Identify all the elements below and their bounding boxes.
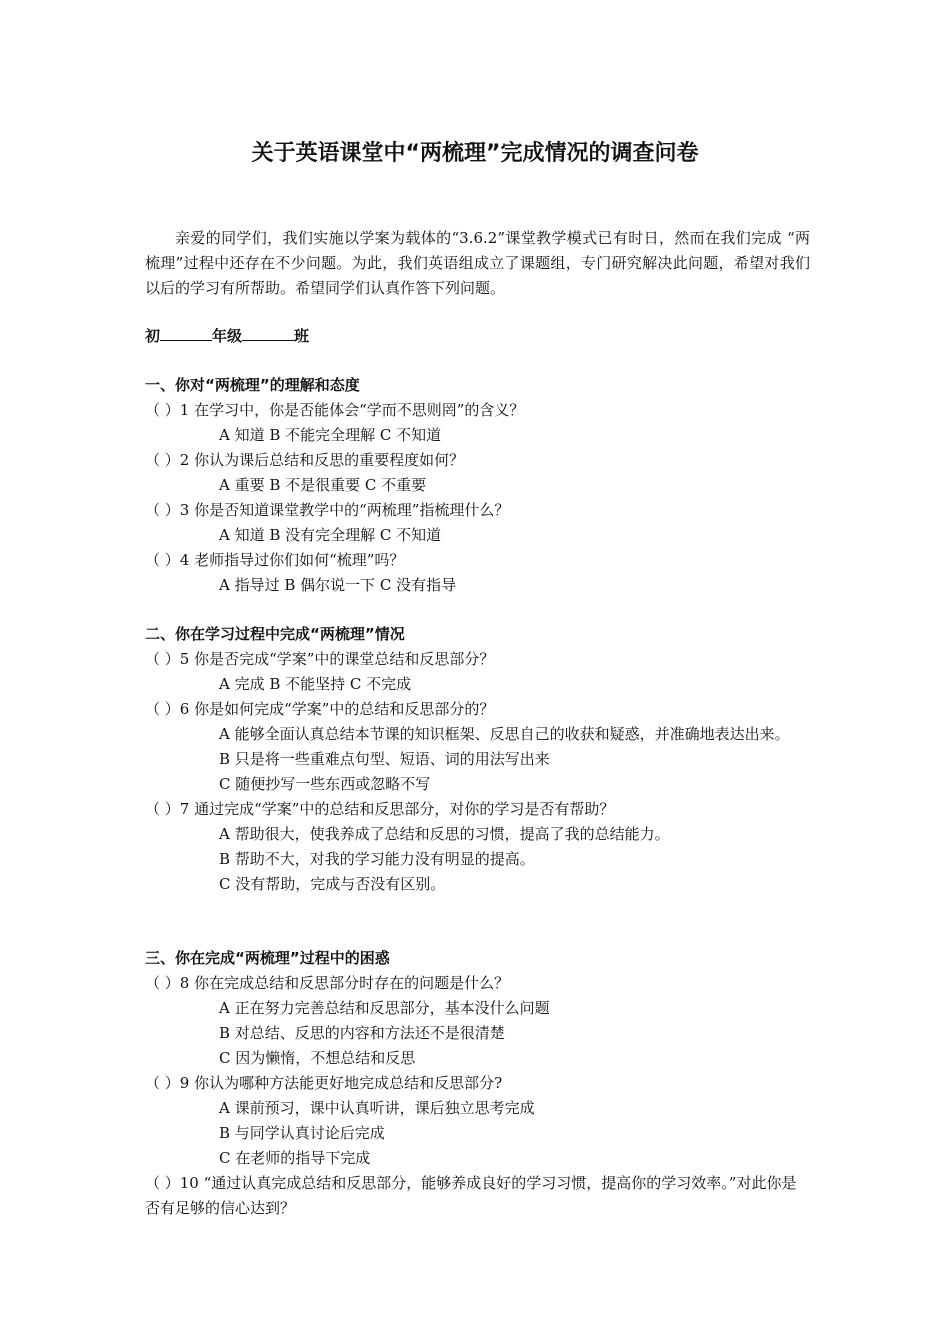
question-3-options: A 知道 B 没有完全理解 C 不知道 xyxy=(219,526,442,544)
class-label: 班 xyxy=(294,327,310,345)
question-3: （ ）3 你是否知道课堂教学中的“两梳理”指梳理什么？ xyxy=(145,501,510,519)
question-7-option-a: A 帮助很大，使我养成了总结和反思的习惯，提高了我的总结能力。 xyxy=(219,825,670,843)
question-5: （ ）5 你是否完成“学案”中的课堂总结和反思部分？ xyxy=(145,650,495,668)
question-8-option-a: A 正在努力完善总结和反思部分，基本没什么问题 xyxy=(219,999,550,1017)
section-title: 三、你在完成“两梳理”过程中的困惑 xyxy=(145,949,390,967)
question-4: （ ）4 老师指导过你们如何“梳理”吗？ xyxy=(145,551,405,569)
class-info-line xyxy=(145,325,309,346)
question-2-options: A 重要 B 不是很重要 C 不重要 xyxy=(219,476,427,494)
question-4-options: A 指导过 B 偶尔说一下 C 没有指导 xyxy=(219,576,457,594)
question-1: （ ）1 在学习中，你是否能体会“学而不思则罔”的含义？ xyxy=(145,401,525,419)
question-10: （ ）10 “通过认真完成总结和反思部分，能够养成良好的学习习惯，提高你的学习效率。”对此你是否有足够的信心达到？ xyxy=(145,1174,797,1217)
section-difficulties xyxy=(145,946,810,1221)
question-6: （ ）6 你是如何完成“学案”中的总结和反思部分的？ xyxy=(145,700,495,718)
class-prefix: 初 xyxy=(145,327,161,345)
question-6-option-c: C 随便抄写一些东西或忽略不写 xyxy=(219,775,431,793)
section-understanding xyxy=(145,373,810,598)
grade-blank[interactable] xyxy=(160,326,212,341)
question-9-option-b: B 与同学认真讨论后完成 xyxy=(219,1124,385,1142)
question-7-option-b: B 帮助不大，对我的学习能力没有明显的提高。 xyxy=(219,850,535,868)
question-1-options: A 知道 B 不能完全理解 C 不知道 xyxy=(219,426,442,444)
section-completion xyxy=(145,622,810,897)
section-title: 一、你对“两梳理”的理解和态度 xyxy=(145,376,360,394)
class-blank[interactable] xyxy=(242,326,294,341)
question-8: （ ）8 你在完成总结和反思部分时存在的问题是什么？ xyxy=(145,974,510,992)
question-9-option-a: A 课前预习，课中认真听讲，课后独立思考完成 xyxy=(219,1099,535,1117)
question-2: （ ）2 你认为课后总结和反思的重要程度如何？ xyxy=(145,451,465,469)
grade-label: 年级 xyxy=(212,327,243,345)
question-8-option-b: B 对总结、反思的内容和方法还不是很清楚 xyxy=(219,1024,505,1042)
question-5-options: A 完成 B 不能坚持 C 不完成 xyxy=(219,675,412,693)
question-9-option-c: C 在老师的指导下完成 xyxy=(219,1149,371,1167)
question-7-option-c: C 没有帮助，完成与否没有区别。 xyxy=(219,875,446,893)
question-8-option-c: C 因为懒惰，不想总结和反思 xyxy=(219,1049,416,1067)
intro-paragraph: 亲爱的同学们，我们实施以学案为载体的“3.6.2”课堂教学模式已有时日，然而在我们完成 “两梳理”过程中还存在不少问题。为此，我们英语组成立了课题组，专门研究解决此问题，希望对我们以后的学习有所帮助。希望同学们认真作答下列问题。 xyxy=(145,229,810,297)
question-6-option-b: B 只是将一些重难点句型、短语、词的用法写出来 xyxy=(219,750,550,768)
question-9: （ ）9 你认为哪种方法能更好地完成总结和反思部分? xyxy=(145,1074,503,1092)
question-6-option-a: A 能够全面认真总结本节课的知识框架、反思自己的收获和疑惑，并准确地表达出来。 xyxy=(219,725,790,743)
page-title: 关于英语课堂中“两梳理”完成情况的调查问卷 xyxy=(251,141,699,166)
section-title: 二、你在学习过程中完成“两梳理”情况 xyxy=(145,625,405,643)
question-7: （ ）7 通过完成“学案”中的总结和反思部分，对你的学习是否有帮助？ xyxy=(145,800,615,818)
